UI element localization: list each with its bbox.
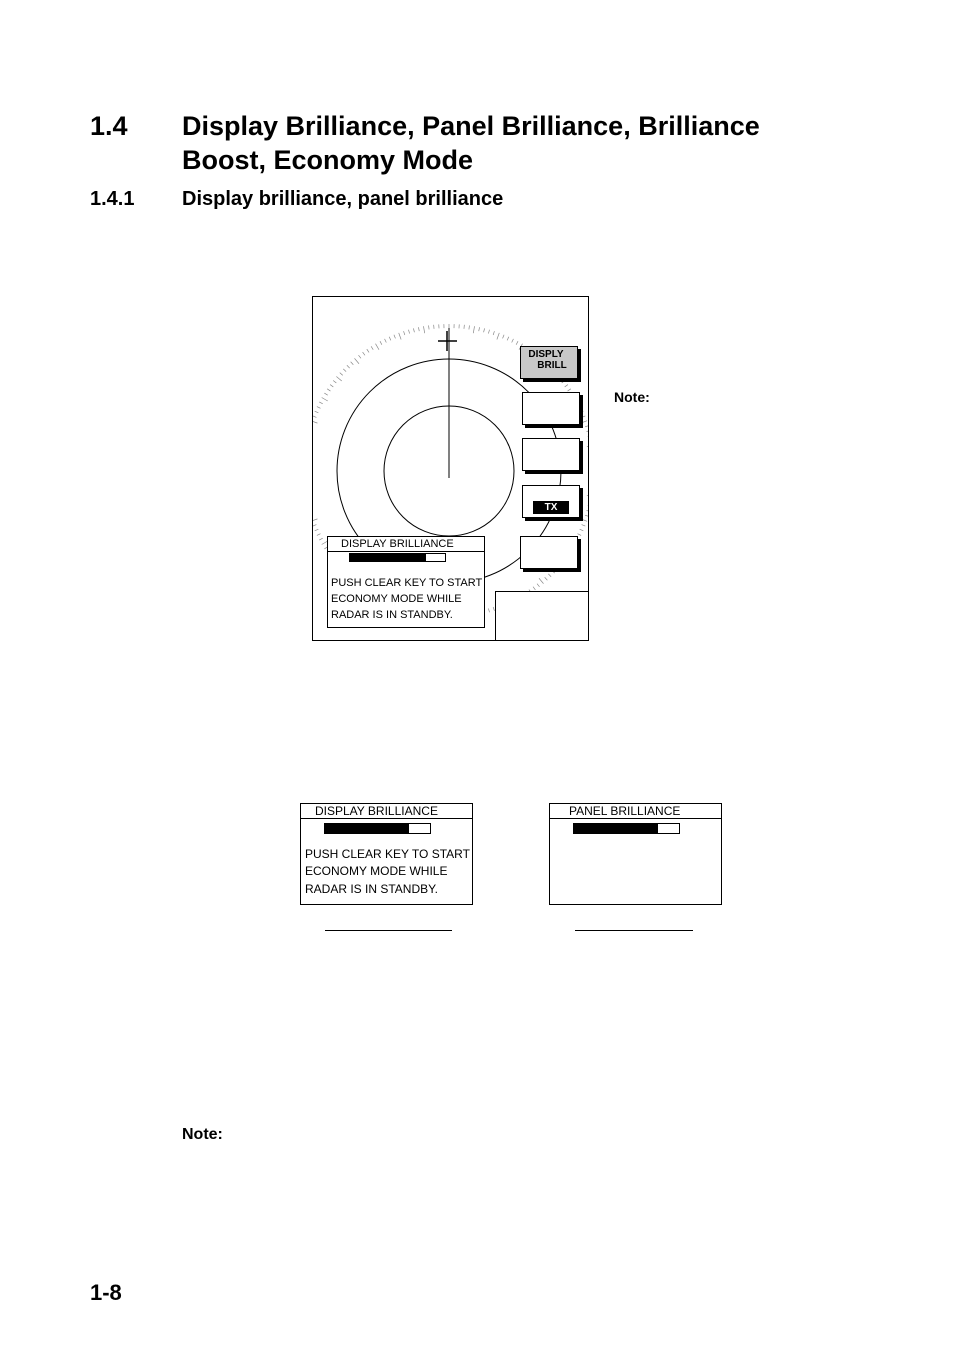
section-title-line1: Display Brilliance, Panel Brilliance, Brilliance (182, 111, 760, 141)
display-brilliance-fill (325, 824, 409, 833)
panel-brilliance-bar[interactable] (573, 823, 680, 834)
subsection-title: Display brilliance, panel brilliance (182, 188, 504, 210)
softkey-2[interactable] (522, 392, 580, 425)
brilliance-level-bar[interactable] (349, 553, 446, 562)
popup-line1: PUSH CLEAR KEY TO START (331, 577, 483, 589)
display-line3: RADAR IS IN STANDBY. (305, 882, 438, 896)
softkey-tx[interactable] (522, 485, 580, 518)
popup-line3: RADAR IS IN STANDBY. (331, 609, 453, 621)
section-title-line2: Boost, Economy Mode (182, 145, 474, 175)
popup-line2: ECONOMY MODE WHILE (331, 593, 462, 605)
softkey-3[interactable] (522, 438, 580, 471)
softkey-5[interactable] (520, 536, 578, 569)
tx-indicator: TX (533, 501, 569, 514)
display-caption-line (325, 930, 452, 931)
page-number: 1-8 (90, 1280, 122, 1305)
panel-brilliance-window (549, 803, 722, 905)
display-line2: ECONOMY MODE WHILE (305, 864, 448, 878)
display-brilliance-title: DISPLAY BRILLIANCE (315, 804, 438, 818)
radar-screen-figure (312, 296, 589, 641)
display-brilliance-bar[interactable] (324, 823, 431, 834)
panel-brilliance-fill (574, 824, 658, 833)
panel-caption-line (575, 930, 693, 931)
display-line1: PUSH CLEAR KEY TO START (305, 847, 470, 861)
display-brilliance-window (300, 803, 473, 905)
section-number: 1.4 (90, 111, 128, 141)
popup-title: DISPLAY BRILLIANCE (341, 538, 454, 550)
disply-brill-softkey[interactable] (520, 346, 578, 379)
brilliance-level-fill (350, 554, 426, 561)
figure-side-note: Note: (614, 389, 650, 405)
disply-label: DISPLY (528, 349, 564, 360)
panel-brilliance-title: PANEL BRILLIANCE (569, 804, 681, 818)
display-brilliance-popup (327, 536, 485, 628)
subsection-number: 1.4.1 (90, 188, 135, 210)
brill-label: BRILL (537, 360, 567, 371)
bottom-note: Note: (182, 1126, 223, 1143)
